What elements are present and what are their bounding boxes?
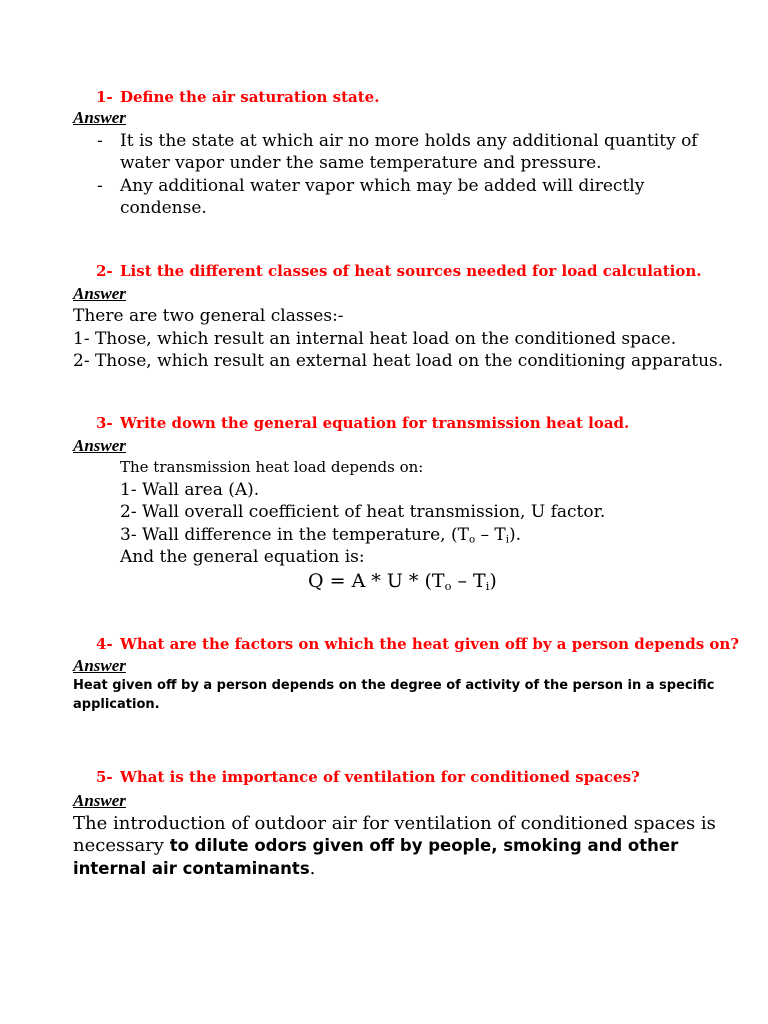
answer-4-line: Heat given off by a person depends on the degree of activity of the person in a specific: [73, 678, 715, 693]
bullet-dash: -: [97, 176, 103, 196]
question-2-text: List the different classes of heat sources needed for load calculation.: [120, 262, 702, 280]
answer-5-period: .: [309, 858, 316, 879]
question-2-number: 2-: [96, 262, 113, 280]
answer-4-label: Answer: [73, 656, 126, 675]
question-4: [96, 635, 739, 653]
bullet-dash: -: [97, 131, 103, 151]
question-3-text: Write down the general equation for transmission heat load.: [120, 414, 630, 432]
answer-4-line: application.: [73, 697, 160, 712]
answer-3-item: 1- Wall area (A).: [120, 480, 260, 500]
question-3-number: 3-: [96, 414, 113, 432]
subscript-o: o: [468, 534, 476, 546]
answer-5-emphasis: to dilute odors given off by people, smoking and other: [169, 836, 679, 855]
question-1-text: Define the air saturation state.: [120, 88, 380, 106]
question-4-text: What are the factors on which the heat given off by a person depends on?: [120, 635, 740, 653]
answer-2-label: Answer: [73, 284, 126, 303]
answer-3-intro: The transmission heat load depends on:: [120, 458, 424, 476]
answer-2-line: 1- Those, which result an internal heat load on the conditioned space.: [73, 329, 677, 349]
answer-5-line: The introduction of outdoor air for ventilation of conditioned spaces is: [73, 813, 716, 834]
question-1-number: 1-: [96, 88, 113, 106]
item3-dash-t: – T: [475, 525, 506, 545]
item3-suffix: ).: [509, 525, 522, 545]
answer-5-line: [73, 858, 315, 879]
answer-5-emphasis: internal air contaminants: [73, 859, 310, 878]
answer-5-plain: necessary: [73, 835, 170, 856]
answer-3-equation-intro: And the general equation is:: [120, 547, 365, 567]
equation-dash-t: – T: [451, 570, 486, 592]
answer-2-line: There are two general classes:-: [73, 306, 344, 326]
question-2: [96, 262, 701, 280]
answer-3-label: Answer: [73, 436, 126, 455]
question-5-number: 5-: [96, 768, 113, 786]
answer-2-line: 2- Those, which result an external heat load on the conditioning apparatus.: [73, 351, 724, 371]
question-5-text: What is the importance of ventilation for conditioned spaces?: [120, 768, 640, 786]
question-3: [96, 414, 629, 432]
answer-5-line: [73, 835, 678, 856]
question-5: [96, 768, 640, 786]
answer-1-line: It is the state at which air no more holds any additional quantity of: [120, 131, 698, 151]
general-equation: [308, 570, 497, 593]
answer-1-line: water vapor under the same temperature and pressure.: [120, 153, 602, 173]
subscript-i: i: [505, 534, 510, 546]
answer-3-item: 2- Wall overall coefficient of heat transmission, U factor.: [120, 502, 606, 522]
question-4-number: 4-: [96, 635, 113, 653]
subscript-i: i: [485, 578, 490, 593]
answer-5-label: Answer: [73, 791, 126, 810]
question-1: [96, 88, 379, 106]
answer-1-label: Answer: [73, 108, 126, 127]
answer-3-item: [120, 525, 521, 546]
equation-suffix: ): [489, 570, 497, 592]
answer-1-line: Any additional water vapor which may be added will directly: [120, 176, 645, 196]
item3-prefix: 3- Wall difference in the temperature, (T: [120, 525, 469, 545]
answer-1-line: condense.: [120, 198, 207, 218]
subscript-o: o: [444, 578, 452, 593]
equation-prefix: Q = A * U * (T: [308, 570, 445, 592]
